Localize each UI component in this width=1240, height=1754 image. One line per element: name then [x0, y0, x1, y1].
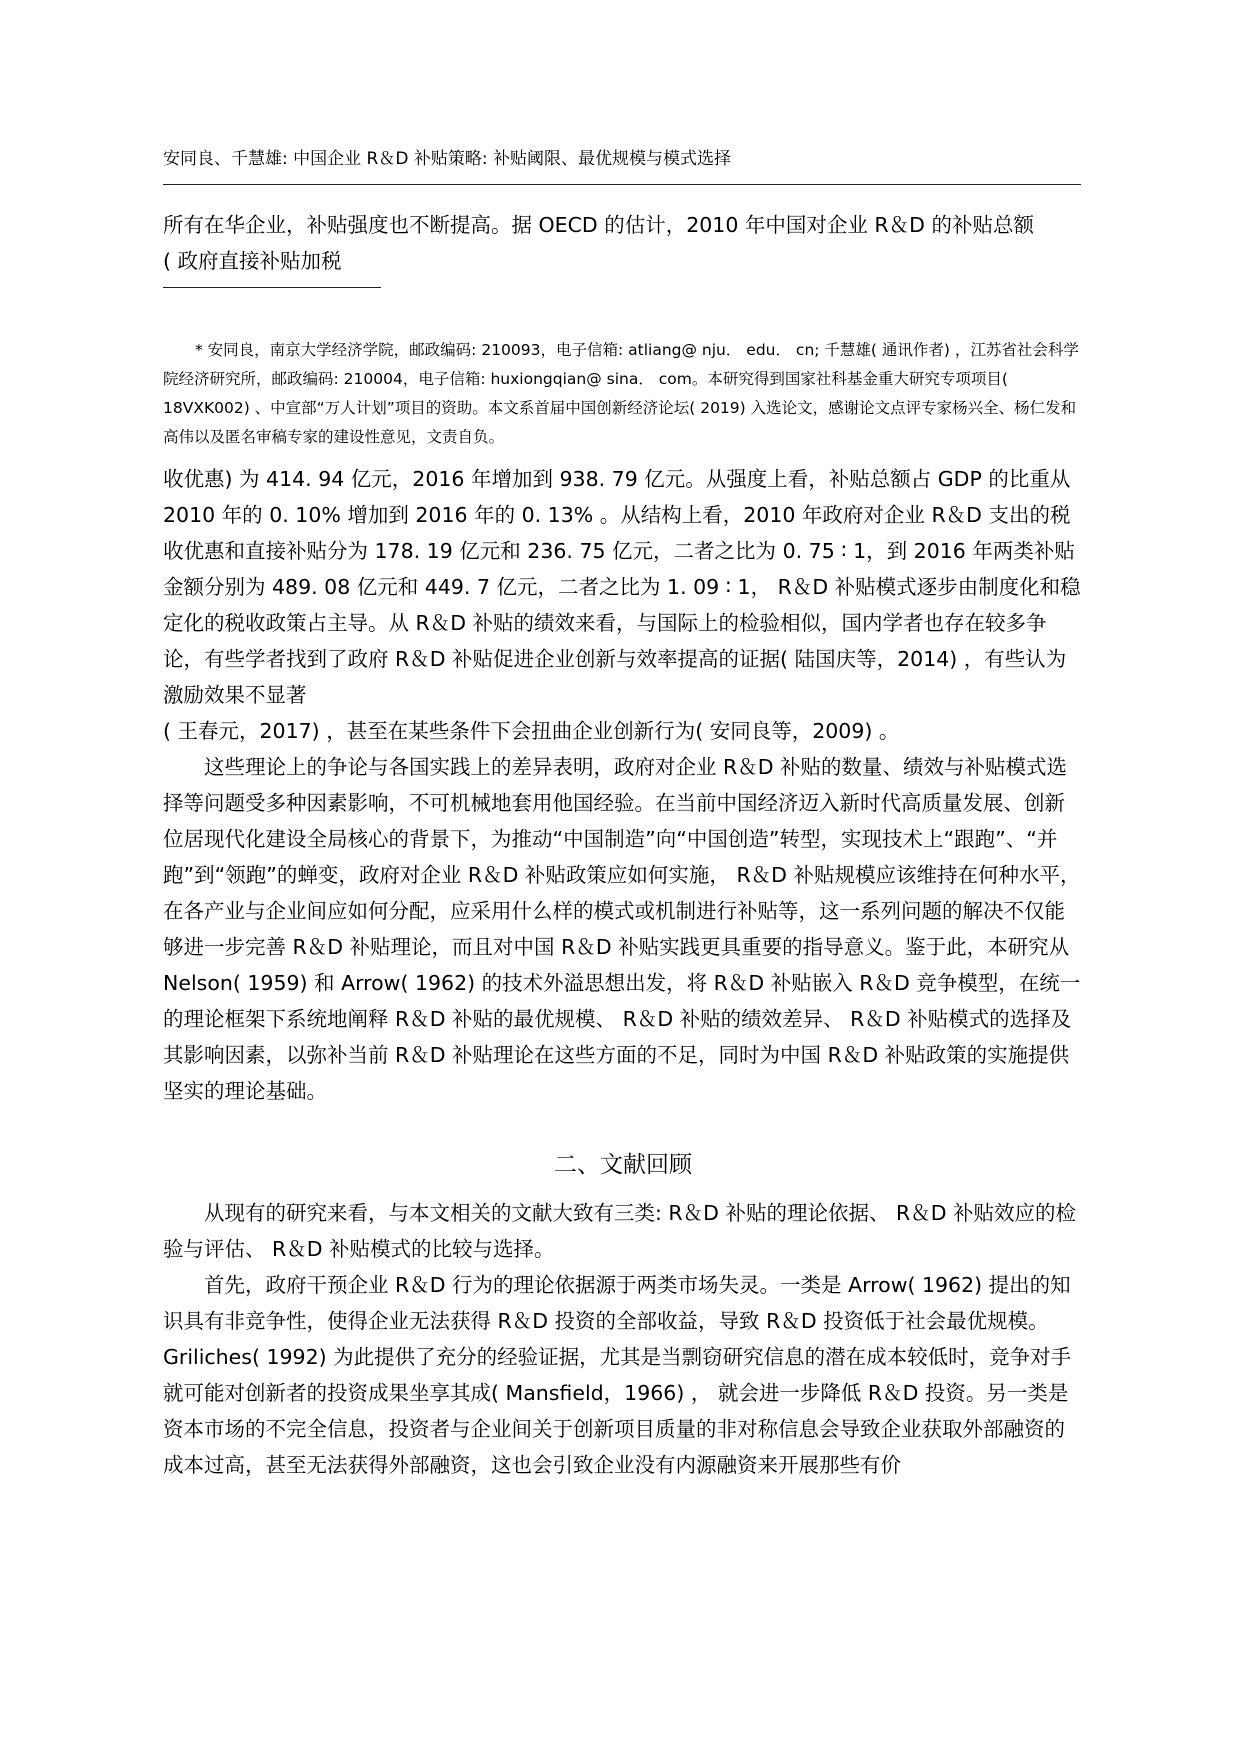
literature-review-text: [163, 1195, 1083, 1483]
top-paragraph-line-1: 所有在华企业，补贴强度也不断提高。据 OECD 的估计，2010 年中国对企业 R＆D 的补贴总额: [163, 213, 1034, 237]
main-text: [163, 461, 1083, 1109]
top-paragraph-line-2: ( 政府直接补贴加税: [163, 249, 342, 273]
paragraph-theoretical-basis: 首先，政府干预企业 R＆D 行为的理论依据源于两类市场失灵。一类是 Arrow( 1962) 提出的知识具有非竞争性，使得企业无法获得 R＆D 投资的全部收益，导致 R＆D 投资低于社会最优规模。: [163, 1273, 1071, 1333]
paragraph-subsidy-statistics-end: ( 王春元，2017) ，甚至在某些条件下会扭曲企业创新行为( 安同良等，2009) 。: [163, 719, 900, 743]
section-heading: 二、文献回顾: [554, 1152, 692, 1178]
footnote-rule: [163, 287, 381, 288]
paper-page: [163, 0, 1083, 1754]
paragraph-market-failure: Griliches( 1992) 为此提供了充分的经验证据，尤其是当剽窃研究信息的潜在成本较低时，竞争对手就可能对创新者的投资成果坐享其成( Mansfield，1966) ， 就会进一步降低 R＆D 投资。另一类是资本市场的不完全信息，投资者与企业间关于创新项目质量的非对称信息会导致企业获取外部融资的成本过高，甚至无法获得外部融资，这也会引致企业没有内源融资来开展那些有价: [163, 1345, 1072, 1477]
author-footnote: * 安同良，南京大学经济学院，邮政编码: 210093，电子信箱: atliang@ nju． edu． cn; 千慧雄( 通讯作者) ，江苏省社会科学院经济研究所，邮政编码: 210004，电子信箱: huxiongqian@ sina． com。本研究得到国家社科基金重大研究专项项目( 18VXK002) 、中宣部“万人计划”项目的资助。本文系首届中国创新经济论坛( 2019) 入选论文，感谢论文点评专家杨兴全、杨仁发和高伟以及匿名审稿专家的建设性意见，文责自负。: [163, 341, 1079, 446]
paragraph-research-motivation: 这些理论上的争论与各国实践上的差异表明，政府对企业 R＆D 补贴的数量、绩效与补贴模式选择等问题受多种因素影响，不可机械地套用他国经验。在当前中国经济迈入新时代高质量发展、创新位居现代化建设全局核心的背景下，为推动“中国制造”向“中国创造”转型，实现技术上“跟跑”、“并跑”到“领跑”的蝉变，政府对企业 R＆D 补贴政策应如何实施， R＆D 补贴规模应该维持在何种水平，在各产业与企业间应如何分配，应采用什么样的模式或机制进行补贴等，这一系列问题的解决不仅能够进一步完善 R＆D 补贴理论，而且对中国 R＆D 补贴实践更具重要的指导意义。鉴于此，本研究从 Nelson( 1959) 和 Arrow( 1962) 的技术外溢思想出发，将 R＆D 补贴嵌入 R＆D 竞争模型，在统一的理论框架下系统地阐释 R＆D 补贴的最优规模、 R＆D 补贴的绩效差异、 R＆D 补贴模式的选择及其影响因素，以弥补当前 R＆D 补贴理论在这些方面的不足，同时为中国 R＆D 补贴政策的实施提供坚实的理论基础。: [163, 755, 1081, 1103]
top-paragraph: [163, 207, 1083, 279]
header-rule: [163, 184, 1081, 185]
paragraph-literature-overview: 从现有的研究来看，与本文相关的文献大致有三类: R＆D 补贴的理论依据、 R＆D 补贴效应的检验与评估、 R＆D 补贴模式的比较与选择。: [163, 1201, 1077, 1261]
running-header: 安同良、千慧雄: 中国企业 R＆D 补贴策略: 补贴阈限、最优规模与模式选择: [163, 149, 731, 169]
paragraph-subsidy-statistics: 收优惠) 为 414. 94 亿元，2016 年增加到 938. 79 亿元。从强度上看，补贴总额占 GDP 的比重从 2010 年的 0. 10% 增加到 2016 年的 0. 13% 。从结构上看，2010 年政府对企业 R＆D 支出的税收优惠和直接补贴分为 178. 19 亿元和 236. 75 亿元，二者之比为 0. 75 ∶ 1，到 2016 年两类补贴金额分别为 489. 08 亿元和 449. 7 亿元，二者之比为 1. 09 ∶ 1， R＆D 补贴模式逐步由制度化和稳定化的税收政策占主导。从 R＆D 补贴的绩效来看，与国际上的检验相似，国内学者也存在较多争论，有些学者找到了政府 R＆D 补贴促进企业创新与效率提高的证据( 陆国庆等，2014) ，有些认为激励效果不显著: [163, 467, 1081, 707]
